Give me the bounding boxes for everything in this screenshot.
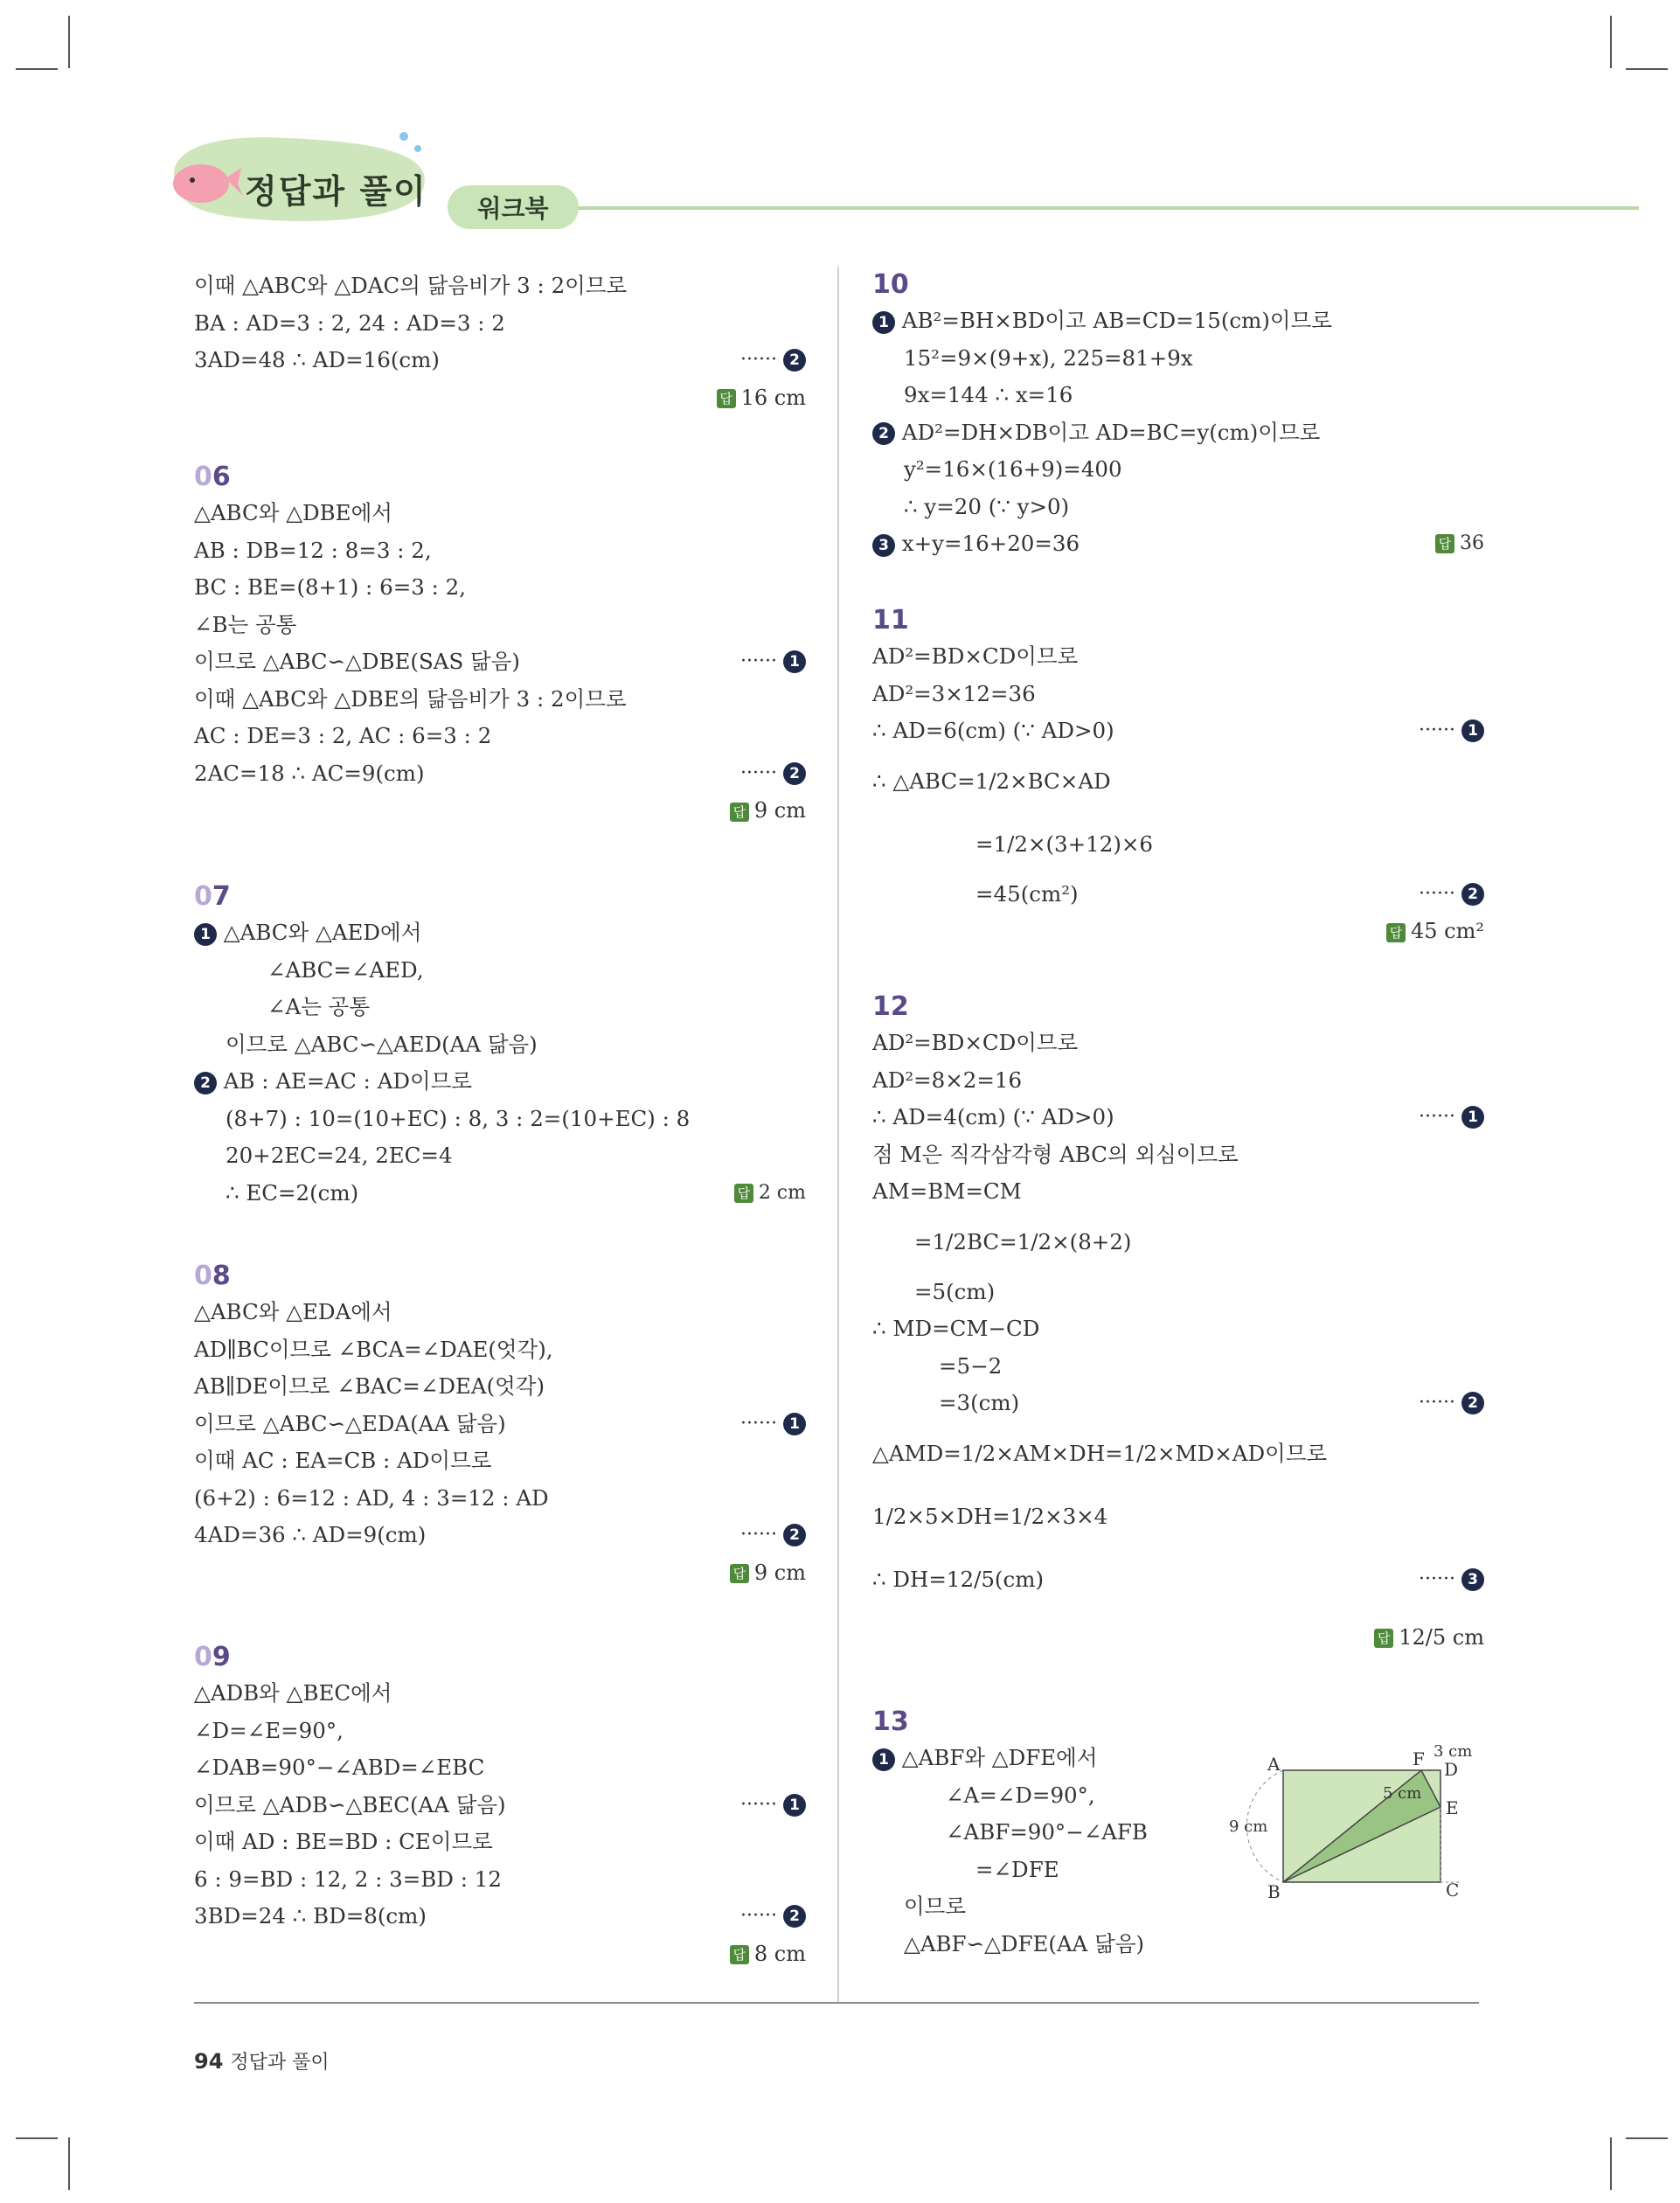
solution-line: 3BD=24 ∴ BD=8(cm) ······ 2: [194, 1898, 806, 1935]
solution-line: 6 : 9=BD : 12, 2 : 3=BD : 12: [194, 1866, 502, 1892]
problem-number: 12: [872, 991, 909, 1022]
answer-inline: 답 36: [1435, 525, 1484, 563]
problem-08: [194, 1261, 806, 1591]
problem-09: [194, 1642, 806, 1972]
solution-line: 이때 AD : BE=BD : CE이므로: [194, 1829, 493, 1854]
solution-line: 4AD=36 ∴ AD=9(cm) ······ 2: [194, 1517, 806, 1554]
step-marker: ······ 2: [740, 1517, 806, 1554]
solution-line: =5−2: [939, 1352, 1003, 1379]
length-9cm-label: 9 cm: [1229, 1817, 1268, 1836]
length-3cm-label: 3 cm: [1434, 1744, 1473, 1761]
problem-number: 11: [872, 605, 909, 636]
step-marker: ······ 3: [1419, 1548, 1484, 1611]
solution-line: =45(cm²) ······ 2: [872, 876, 1484, 914]
answer-icon: 답: [730, 1564, 749, 1583]
step-marker: ······ 1: [1419, 1099, 1484, 1136]
step-marker: ······ 1: [740, 643, 806, 681]
solution-line: AD²=BD×CD이므로: [872, 1030, 1079, 1055]
droplet-icon: [414, 145, 421, 152]
solution-line: 이므로 △ADB∽△BEC(AA 닮음) ······ 1: [194, 1787, 806, 1824]
answer-icon: 답: [734, 1184, 753, 1203]
solution-line: (8+7) : 10=(10+EC) : 8, 3 : 2=(10+EC) : 8: [226, 1105, 691, 1131]
step-badge: 1: [194, 923, 217, 946]
answer-icon: 답: [1374, 1629, 1393, 1648]
droplet-icon: [399, 132, 408, 141]
problem-number: 10: [872, 269, 909, 300]
solution-line: 1 △ABF와 △DFE에서: [872, 1740, 1484, 1777]
answer-row: 답 9 cm: [194, 792, 806, 829]
crop-mark: [1626, 68, 1668, 70]
step-marker: ······ 1: [1419, 712, 1484, 750]
solution-line: 이므로 △ABC∽△EDA(AA 닮음) ······ 1: [194, 1406, 806, 1443]
step-marker: ······ 2: [740, 1898, 806, 1935]
solution-line: ∠D=∠E=90°,: [194, 1717, 344, 1743]
answer-row: 답 16 cm: [194, 379, 806, 416]
answer-row: 답 12/5 cm: [872, 1611, 1484, 1664]
vertex-a-label: A: [1267, 1754, 1281, 1775]
solution-line: ∠DAB=90°−∠ABD=∠EBC: [194, 1755, 485, 1780]
step-marker: ······ 2: [740, 342, 806, 379]
crop-mark: [1610, 16, 1612, 68]
solution-line: 점 M은 직각삼각형 ABC의 외심이므로: [872, 1141, 1239, 1167]
vertex-f-label: F: [1413, 1748, 1425, 1769]
page-section-title: 정답과 풀이: [245, 172, 427, 211]
answer-icon: 답: [730, 1945, 749, 1964]
solution-line: 2 AB : AE=AC : AD이므로: [194, 1063, 806, 1101]
problem-12: [872, 991, 1484, 1664]
solution-line: (6+2) : 6=12 : AD, 4 : 3=12 : AD: [194, 1484, 549, 1511]
solution-line: =1/2BC=1/2×(8+2): [914, 1228, 1132, 1254]
solution-line: △ABC와 △EDA에서: [194, 1299, 392, 1324]
solution-line: AM=BM=CM: [872, 1178, 1022, 1204]
solution-line: ∠A=∠D=90°,: [946, 1782, 1095, 1808]
solution-line: △ADB와 △BEC에서: [194, 1680, 392, 1706]
solution-line: ∴ AD=6(cm) (∵ AD>0) ······ 1: [872, 712, 1484, 750]
solution-line: AD²=BD×CD이므로: [872, 643, 1079, 669]
solution-line: =∠DFE: [975, 1856, 1059, 1882]
step-marker: ······ 1: [740, 1787, 806, 1824]
column-divider: [837, 267, 839, 2002]
problem-06: [194, 462, 806, 829]
solution-line: BC : BE=(8+1) : 6=3 : 2,: [194, 574, 467, 600]
crop-mark: [16, 2137, 58, 2139]
solution-line: AD²=8×2=16: [872, 1067, 1023, 1093]
solution-line: 이때 △ABC와 △DBE의 닮음비가 3 : 2이므로: [194, 685, 627, 712]
step-marker: ······ 1: [740, 1406, 806, 1443]
solution-line: ∴ DH=12/5(cm) ······ 3: [872, 1548, 1484, 1611]
rectangle-fold-figure: [1224, 1744, 1486, 1901]
solution-line: ∠B는 공통: [194, 611, 297, 637]
solution-line: AC : DE=3 : 2, AC : 6=3 : 2: [194, 723, 492, 748]
bottom-rule: [194, 2002, 1479, 2004]
solution-line: △ABC와 △DBE에서: [194, 500, 392, 525]
solution-line: AD²=3×12=36: [872, 680, 1036, 706]
solution-line: △AMD=1/2×AM×DH=1/2×MD×AD이므로: [872, 1440, 1328, 1466]
solution-line: 2AC=18 ∴ AC=9(cm) ······ 2: [194, 755, 806, 793]
crop-mark: [1626, 2137, 1668, 2139]
solution-line: =1/2×(3+12)×6: [975, 830, 1154, 857]
solution-line: AD∥BC이므로 ∠BCA=∠DAE(엇각),: [194, 1336, 553, 1362]
step-marker: ······ 2: [740, 755, 806, 793]
answer-row: 답 45 cm²: [872, 913, 1484, 949]
answer-inline: 답 2 cm: [734, 1175, 806, 1213]
workbook-tag: 워크북: [448, 185, 579, 229]
crop-mark: [16, 68, 58, 70]
answer-row: 답 8 cm: [194, 1935, 806, 1972]
solution-line: ∴ AD=4(cm) (∵ AD>0) ······ 1: [872, 1099, 1484, 1136]
vertex-c-label: C: [1446, 1880, 1460, 1901]
solution-line: ∴ MD=CM−CD: [872, 1316, 1040, 1341]
page-number: 94: [194, 2049, 224, 2074]
problem-11: [872, 605, 1484, 949]
solution-line: 이므로: [904, 1894, 967, 1919]
solution-line: 이때 △ABC와 △DAC의 닮음비가 3 : 2이므로: [194, 273, 628, 298]
length-5cm-label: 5 cm: [1383, 1784, 1422, 1803]
answer-icon: 답: [1435, 534, 1454, 553]
crop-mark: [1610, 2137, 1612, 2190]
problem-number: 07: [194, 881, 231, 912]
problem-10: [872, 269, 1484, 563]
step-badge: 2: [872, 422, 895, 445]
solution-line: 9x=144 ∴ x=16: [904, 382, 1073, 407]
solution-line: 20+2EC=24, 2EC=4: [226, 1143, 453, 1168]
vertex-d-label: D: [1444, 1759, 1459, 1780]
solution-line: BA : AD=3 : 2, 24 : AD=3 : 2: [194, 309, 505, 336]
solution-line: ∴ △ABC=1/2×BC×AD: [872, 768, 1111, 794]
problem-number: 09: [194, 1642, 231, 1672]
solution-line: =5(cm): [914, 1278, 996, 1304]
solution-line: AB∥DE이므로 ∠BAC=∠DEA(엇각): [194, 1373, 545, 1399]
problem-number: 13: [872, 1706, 909, 1737]
step-badge: 1: [872, 311, 895, 334]
problem-number: 08: [194, 1261, 231, 1291]
header-rule: [455, 206, 1639, 210]
solution-line: 1/2×5×DH=1/2×3×4: [872, 1503, 1108, 1529]
problem-07: [194, 881, 806, 1212]
solution-line: 15²=9×(9+x), 225=81+9x: [904, 344, 1193, 371]
answer-icon: 답: [730, 803, 749, 822]
step-marker: ······ 2: [1419, 876, 1484, 914]
solution-line: ∠ABF=90°−∠AFB: [946, 1819, 1148, 1845]
step-badge: 2: [194, 1072, 217, 1095]
solution-line: ∴ EC=2(cm) 답 2 cm: [194, 1175, 806, 1213]
page-footer: [194, 2047, 330, 2074]
answer-icon: 답: [717, 389, 736, 408]
solution-line: 이때 AC : EA=CB : AD이므로: [194, 1448, 492, 1473]
step-badge: 3: [872, 534, 895, 557]
problem-05-continued: [194, 268, 806, 416]
step-badge: 1: [872, 1748, 895, 1771]
solution-line: ∴ y=20 (∵ y>0): [904, 493, 1070, 519]
solution-line: △ABF∽△DFE(AA 닮음): [904, 1930, 1145, 1956]
solution-line: 3 x+y=16+20=36 답 36: [872, 525, 1484, 563]
problem-number: 06: [194, 462, 231, 492]
solution-line: AB : DB=12 : 8=3 : 2,: [194, 537, 432, 563]
answer-row: 답 9 cm: [194, 1554, 806, 1591]
solution-line: 2 AD²=DH×DB이고 AD=BC=y(cm)이므로: [872, 414, 1484, 452]
vertex-e-label: E: [1446, 1797, 1459, 1818]
solution-line: 1 △ABC와 △AED에서: [194, 914, 806, 952]
answer-icon: 답: [1386, 923, 1406, 942]
solution-line: ∠A는 공통: [267, 994, 371, 1019]
solution-line: 이므로 △ABC∽△AED(AA 닮음): [226, 1031, 538, 1057]
crop-mark: [68, 16, 70, 68]
solution-line: 이므로 △ABC∽△DBE(SAS 닮음) ······ 1: [194, 643, 806, 681]
step-marker: ······ 2: [1419, 1385, 1484, 1422]
footer-label: 정답과 풀이: [230, 2052, 330, 2074]
solution-line: =3(cm) ······ 2: [872, 1385, 1484, 1422]
solution-line: 3AD=48 ∴ AD=16(cm) ······ 2: [194, 342, 806, 379]
solution-line: 1 AB²=BH×BD이고 AB=CD=15(cm)이므로: [872, 302, 1484, 340]
solution-line: ∠ABC=∠AED,: [267, 956, 424, 983]
vertex-b-label: B: [1267, 1881, 1281, 1901]
crop-mark: [68, 2137, 70, 2190]
solution-line: y²=16×(16+9)=400: [904, 456, 1122, 482]
